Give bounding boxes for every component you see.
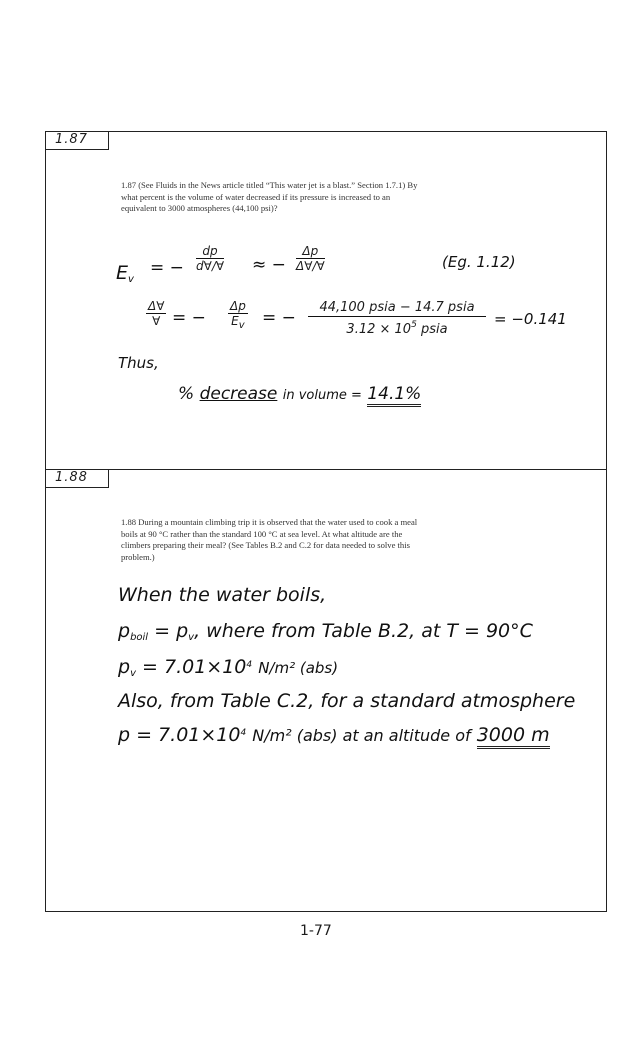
eq2-result: = −0.141 [494, 310, 567, 328]
eq2-frac3-denominator [308, 317, 486, 338]
page-number: 1-77 [300, 923, 332, 939]
eq2-frac1-denominator: ∀ [152, 314, 161, 328]
eq2-den-mantissa: 3.12 × 10 [346, 322, 412, 337]
eq2-frac2-numerator: Δp [230, 299, 246, 313]
eq2-frac2-den-subscript: v [238, 320, 245, 331]
eq1-fraction-2 [296, 244, 325, 273]
line-pv-value [118, 656, 338, 679]
eq1-frac2-numerator: Δp [296, 244, 325, 259]
line-also-table-c2: Also, from Table C.2, for a standard atmosphere [118, 690, 576, 712]
problem-statement-188: 1.88 During a mountain climbing trip it is observed that the water used to cook a meal boils at 90 °C rather than the standard 100 °C at sea level. At what altitude are the climbers preparing their meal? (See Tables B.2 and C.2 for data needed to solve this problem.) [121, 517, 418, 562]
table-b2-text: , where from Table B.2, at T = 90°C [194, 620, 533, 642]
problem-divider [45, 469, 607, 470]
eq1-equals: = − [150, 258, 184, 278]
eq2-equals-1: = − [172, 308, 206, 328]
eq1-approx: ≈ − [252, 255, 286, 275]
pv-mantissa: = 7.01×10 [142, 656, 247, 678]
eq2-fraction-1 [146, 299, 166, 328]
line-altitude [118, 724, 550, 746]
pv-symbol: p [118, 656, 131, 678]
thus-text: Thus, [118, 354, 159, 372]
p-boil-subscript: boil [130, 632, 149, 643]
decrease-word: decrease [199, 384, 278, 404]
eq2-equals-2: = − [262, 308, 296, 328]
answer-188: 3000 m [477, 724, 550, 749]
line-p-boil [118, 620, 533, 643]
answer-187: 14.1% [367, 384, 421, 407]
eq2-frac3-numerator: 44,100 psia − 14.7 psia [308, 299, 486, 317]
eq2-frac2-denominator [228, 314, 248, 333]
p-v-subscript: v [188, 632, 195, 643]
problem-statement-187: 1.87 (See Fluids in the News article titled “This water jet is a blast.” Section 1.7.1) By what percent is the volume of water decreased if its pressure is increased to an equivalent to 3000 atmospheres (44,100 psi)? [121, 180, 418, 214]
eq2-frac2-den-symbol: E [231, 314, 239, 328]
eq1-lhs-subscript: v [128, 274, 134, 285]
line-when-boils: When the water boils, [118, 584, 327, 606]
eq2-fraction-2 [228, 299, 248, 333]
conclusion-line [178, 384, 421, 404]
pv-unit: N/m² (abs) [258, 659, 339, 677]
pv-exponent: 4 [246, 660, 253, 670]
problem-label-188: 1.88 [45, 469, 109, 488]
eq2-den-unit: psia [420, 322, 448, 337]
pv-subscript: v [130, 668, 136, 679]
eq2-den-exponent: 5 [411, 320, 417, 330]
eq1-fraction-1 [196, 244, 224, 273]
eq1-frac1-numerator: dp [196, 244, 224, 259]
p-boil-symbol: p [118, 620, 131, 642]
eq1-reference: (Eg. 1.12) [442, 253, 516, 271]
eq1-lhs-symbol: E [116, 262, 129, 284]
altitude-text: N/m² (abs) at an altitude of [252, 726, 471, 745]
percent-sign: % [178, 384, 195, 404]
eq2-fraction-3 [308, 299, 486, 338]
eq2-frac1-numerator: Δ∀ [148, 299, 165, 313]
p-v-equals: = p [154, 620, 189, 642]
eq1-lhs [116, 262, 134, 285]
p-value: p = 7.01×10 [118, 724, 241, 746]
problem-label-187: 1.87 [45, 131, 109, 150]
in-volume-text: in volume = [282, 388, 362, 403]
p-exponent: 4 [240, 728, 247, 738]
eq1-frac2-denominator: Δ∀/∀ [296, 259, 325, 273]
eq1-frac1-denominator: d∀/∀ [196, 259, 225, 273]
